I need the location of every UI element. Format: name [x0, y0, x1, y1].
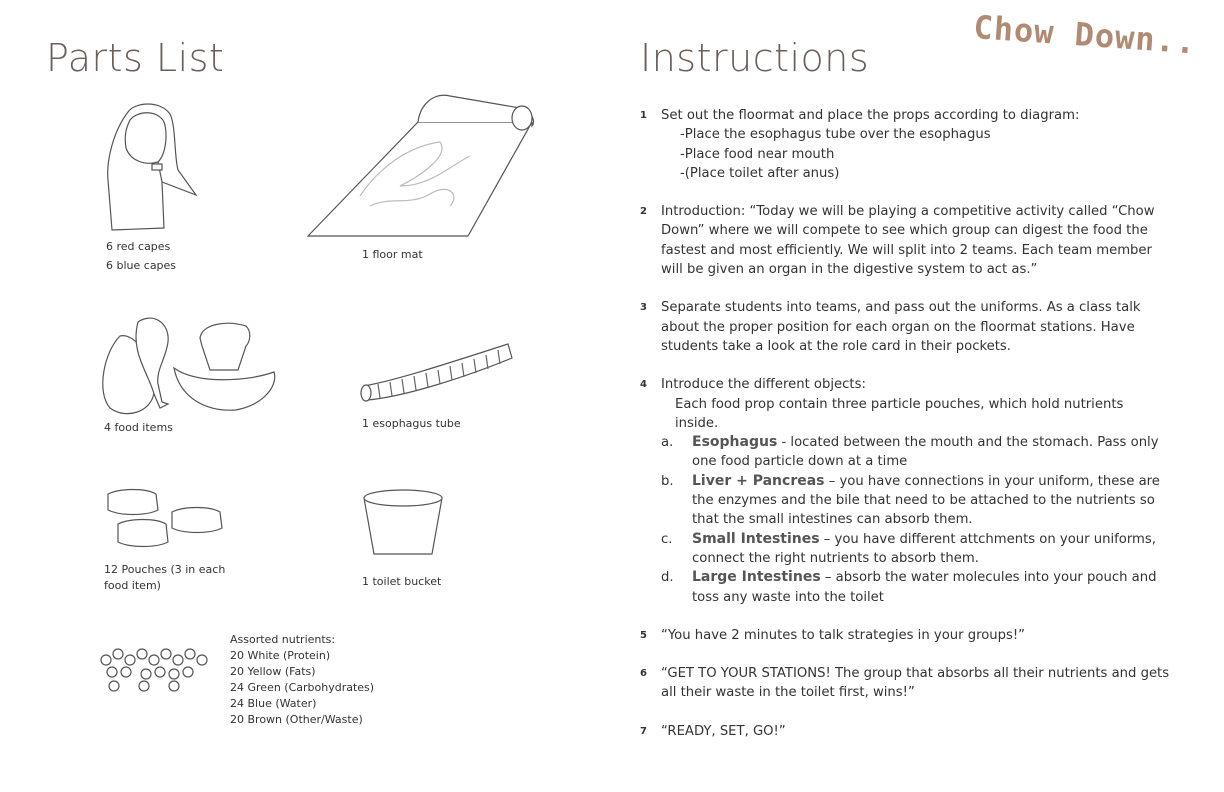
- step-6: [640, 664, 1170, 703]
- step-number: 2: [640, 206, 647, 218]
- step-3: [640, 298, 1170, 356]
- food-items-caption: 4 food items: [104, 421, 173, 434]
- item-desc: - located between the mouth and the stomach. Pass only one food particle down at a time: [692, 435, 1159, 470]
- organ-item-large-intestines: [661, 568, 1170, 607]
- capes-caption: [106, 237, 176, 275]
- toilet-bucket-illustration: [360, 484, 446, 560]
- item-term: Liver + Pancreas: [692, 472, 825, 489]
- food-items-illustration: [96, 312, 286, 422]
- organ-item-esophagus: [661, 433, 1170, 472]
- step-number: 4: [640, 379, 647, 391]
- nutrients-illustration: [98, 636, 210, 694]
- cape-illustration: [100, 100, 210, 235]
- step-text: Separate students into teams, and pass out the uniforms. As a class talk about the proper position for each organ on the floormat stations. Have students take a look at the role card in their pockets.: [661, 300, 1141, 354]
- step-number: 1: [640, 110, 647, 121]
- floor-mat-caption: 1 floor mat: [362, 248, 423, 261]
- item-desc: – you have different attchments on your uniforms, connect the right nutrients to absorb them.: [692, 531, 1156, 566]
- item-desc: – you have connections in your uniform, these are the enzymes and the bile that need to be attached to the nutrients so that the small intestines can absorb them.: [692, 473, 1160, 528]
- step-intro: Each food prop contain three particle pouches, which hold nutrients inside.: [675, 396, 1124, 431]
- pouches-line-1: 12 Pouches (3 in each: [104, 563, 226, 576]
- chow-down-logo: Chow Down..: [972, 8, 1198, 62]
- organ-item-small-intestines: [661, 530, 1170, 569]
- nutrient-blue: 24 Blue (Water): [230, 697, 317, 710]
- step-number: 6: [640, 668, 647, 680]
- step-sub: -Place food near mouth: [680, 146, 835, 162]
- step-sub: -(Place toilet after anus): [680, 165, 840, 181]
- pouches-line-2: food item): [104, 579, 161, 592]
- step-number: 5: [640, 629, 647, 641]
- instructions-heading: Instructions: [640, 36, 870, 80]
- toilet-bucket-caption: 1 toilet bucket: [362, 575, 442, 588]
- step-sub: -Place the esophagus tube over the esophagus: [680, 127, 991, 143]
- item-term: Small Intestines: [692, 530, 820, 547]
- step-text: Introduction: “Today we will be playing a competitive activity called “Chow Down” where we will compete to see which group can digest the food the fastest and most efficiently. We will split into 2 teams. Each team member will be given an organ in the digestive system to act as.”: [661, 204, 1155, 278]
- nutrient-yellow: 20 Yellow (Fats): [230, 665, 316, 678]
- step-text: “READY, SET, GO!”: [661, 723, 786, 739]
- item-term: Large Intestines: [692, 569, 821, 586]
- instructions-list: [640, 106, 1170, 760]
- esophagus-tube-illustration: [358, 330, 518, 406]
- step-text: “GET TO YOUR STATIONS! The group that absorbs all their nutrients and gets all their waste in the toilet first, wins!”: [661, 666, 1170, 701]
- nutrient-green: 24 Green (Carbohydrates): [230, 681, 375, 694]
- step-text: Set out the floormat and place the props according to diagram:: [661, 108, 1080, 123]
- item-letter: a.: [661, 435, 674, 451]
- pouches-caption: [104, 562, 225, 594]
- item-term: Esophagus: [692, 434, 778, 451]
- nutrients-list: [230, 632, 374, 728]
- item-letter: c.: [661, 531, 673, 547]
- capes-red-label: 6 red capes: [106, 240, 171, 253]
- step-number: 7: [640, 725, 647, 737]
- step-1: [640, 106, 1170, 183]
- item-letter: d.: [661, 570, 674, 586]
- organ-item-liver-pancreas: [661, 472, 1170, 530]
- step-2: [640, 202, 1170, 279]
- nutrient-brown: 20 Brown (Other/Waste): [230, 713, 363, 726]
- nutrients-title: Assorted nutrients:: [230, 633, 336, 646]
- item-desc: – absorb the water molecules into your pouch and toss any waste into the toilet: [692, 570, 1157, 605]
- step-text: “You have 2 minutes to talk strategies in your groups!”: [661, 627, 1026, 643]
- floor-mat-illustration: [300, 86, 540, 246]
- parts-list-heading: Parts List: [46, 36, 225, 80]
- step-number: 3: [640, 302, 647, 314]
- capes-blue-label: 6 blue capes: [106, 259, 177, 272]
- step-7: [640, 722, 1170, 741]
- nutrient-white: 20 White (Protein): [230, 649, 331, 662]
- step-5: [640, 626, 1170, 645]
- step-4: [640, 375, 1170, 607]
- step-text: Introduce the different objects:: [661, 377, 866, 393]
- esophagus-tube-caption: 1 esophagus tube: [362, 417, 461, 430]
- pouches-illustration: [100, 486, 230, 552]
- item-letter: b.: [661, 473, 674, 489]
